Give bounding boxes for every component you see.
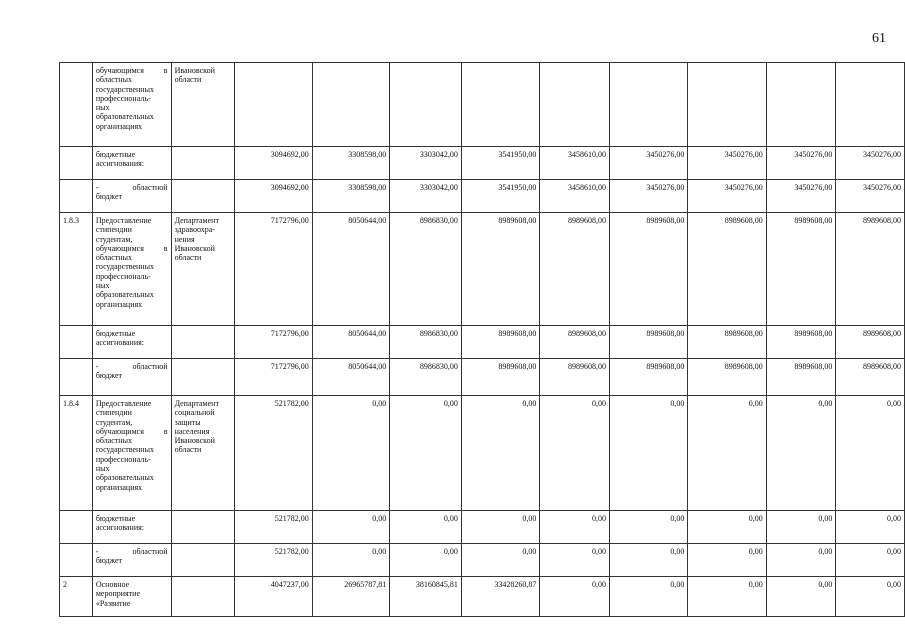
row-description-cell: бюджетные ассигнования: [92, 326, 171, 359]
row-value-cell: 8989608,00 [688, 213, 766, 326]
row-value-cell: 3541950,00 [461, 147, 539, 180]
row-value-cell: 521782,00 [235, 396, 312, 511]
row-code-cell: 2 [60, 577, 93, 617]
row-value-cell: 0,00 [312, 396, 390, 511]
table-row [60, 359, 905, 396]
budget-table [59, 62, 905, 617]
row-value-cell: 0,00 [836, 577, 905, 617]
row-value-cell: 8986830,00 [390, 213, 462, 326]
row-value-cell: 8989608,00 [609, 326, 687, 359]
row-value-cell: 0,00 [390, 544, 462, 577]
row-organization-cell [171, 359, 235, 396]
row-value-cell: 8986830,00 [390, 326, 462, 359]
row-value-cell: 8989608,00 [836, 326, 905, 359]
row-value-cell: 0,00 [390, 396, 462, 511]
row-description-cell: - областной бюджет [92, 180, 171, 213]
row-value-cell: 3458610,00 [540, 180, 610, 213]
row-code-cell [60, 511, 93, 544]
row-value-cell [461, 63, 539, 147]
table-row [60, 544, 905, 577]
table-row [60, 180, 905, 213]
row-value-cell: 3308598,00 [312, 147, 390, 180]
row-value-cell: 3308598,00 [312, 180, 390, 213]
row-value-cell: 0,00 [766, 396, 836, 511]
row-code-cell: 1.8.3 [60, 213, 93, 326]
row-value-cell: 8989608,00 [766, 359, 836, 396]
row-value-cell: 0,00 [609, 577, 687, 617]
row-value-cell [688, 63, 766, 147]
row-value-cell: 0,00 [540, 396, 610, 511]
page-number: 61 [872, 31, 886, 46]
row-value-cell: 8989608,00 [688, 326, 766, 359]
row-value-cell: 8986830,00 [390, 359, 462, 396]
row-value-cell: 7172796,00 [235, 213, 312, 326]
row-value-cell: 0,00 [836, 544, 905, 577]
row-code-cell [60, 180, 93, 213]
row-value-cell: 0,00 [461, 511, 539, 544]
row-value-cell: 8989608,00 [461, 213, 539, 326]
row-value-cell: 8989608,00 [540, 213, 610, 326]
row-value-cell: 3450276,00 [609, 180, 687, 213]
row-description-cell: - областной бюджет [92, 544, 171, 577]
row-value-cell: 0,00 [766, 544, 836, 577]
row-value-cell: 0,00 [688, 544, 766, 577]
row-value-cell: 8989608,00 [836, 213, 905, 326]
row-value-cell: 8989608,00 [766, 213, 836, 326]
row-value-cell: 7172796,00 [235, 326, 312, 359]
row-description-cell: бюджетные ассигнования: [92, 511, 171, 544]
row-organization-cell: Департамент здравоохра- нения Ивановской области [171, 213, 235, 326]
row-code-cell [60, 359, 93, 396]
row-value-cell: 0,00 [540, 511, 610, 544]
row-organization-cell: Ивановской области [171, 63, 235, 147]
row-value-cell: 8989608,00 [461, 359, 539, 396]
row-value-cell: 0,00 [836, 511, 905, 544]
row-value-cell: 0,00 [836, 396, 905, 511]
row-organization-cell [171, 511, 235, 544]
row-value-cell: 8989608,00 [609, 213, 687, 326]
row-value-cell: 3450276,00 [688, 180, 766, 213]
row-value-cell: 8989608,00 [540, 326, 610, 359]
row-organization-cell [171, 326, 235, 359]
row-description-cell: Основное мероприятие «Развитие [92, 577, 171, 617]
row-value-cell: 3450276,00 [688, 147, 766, 180]
row-value-cell [390, 63, 462, 147]
row-description-cell: Предоставление стипендии студентам, обучающимся в областных государственных профессиональ- ных образовательных организациях [92, 396, 171, 511]
row-value-cell [609, 63, 687, 147]
row-value-cell: 0,00 [461, 544, 539, 577]
row-value-cell: 8989608,00 [540, 359, 610, 396]
row-organization-cell [171, 577, 235, 617]
row-value-cell: 8050644,00 [312, 359, 390, 396]
row-value-cell: 0,00 [766, 577, 836, 617]
row-organization-cell [171, 147, 235, 180]
row-value-cell: 7172796,00 [235, 359, 312, 396]
table-row [60, 213, 905, 326]
row-value-cell: 0,00 [461, 396, 539, 511]
row-value-cell [540, 63, 610, 147]
row-value-cell: 3458610,00 [540, 147, 610, 180]
table-row [60, 147, 905, 180]
row-code-cell [60, 147, 93, 180]
row-value-cell: 0,00 [609, 396, 687, 511]
row-value-cell: 8989608,00 [688, 359, 766, 396]
row-value-cell: 8989608,00 [766, 326, 836, 359]
row-value-cell: 38160845,81 [390, 577, 462, 617]
row-value-cell: 0,00 [688, 396, 766, 511]
row-value-cell [836, 63, 905, 147]
row-value-cell: 3094692,00 [235, 180, 312, 213]
row-value-cell: 8989608,00 [836, 359, 905, 396]
row-value-cell: 3450276,00 [766, 147, 836, 180]
table-body [60, 63, 905, 617]
row-value-cell: 0,00 [312, 544, 390, 577]
row-value-cell: 3450276,00 [766, 180, 836, 213]
row-description-cell: - областной бюджет [92, 359, 171, 396]
row-value-cell: 0,00 [540, 544, 610, 577]
row-value-cell: 0,00 [609, 511, 687, 544]
row-value-cell [312, 63, 390, 147]
row-value-cell: 0,00 [609, 544, 687, 577]
row-value-cell: 3541950,00 [461, 180, 539, 213]
row-organization-cell: Департамент социальной защиты населения Ивановской области [171, 396, 235, 511]
row-code-cell [60, 544, 93, 577]
row-description-cell: Предоставление стипендии студентам, обучающимся в областных государственных профессиональ- ных образовательных организациях [92, 213, 171, 326]
row-value-cell: 3303042,00 [390, 180, 462, 213]
table-row [60, 63, 905, 147]
table-row [60, 577, 905, 617]
table-row [60, 326, 905, 359]
row-value-cell: 8989608,00 [461, 326, 539, 359]
row-value-cell [766, 63, 836, 147]
row-value-cell: 521782,00 [235, 511, 312, 544]
row-value-cell: 8050644,00 [312, 213, 390, 326]
row-value-cell: 26965787,81 [312, 577, 390, 617]
row-value-cell: 0,00 [390, 511, 462, 544]
row-description-cell: обучающимся в областных государственных профессиональ- ных образовательных организациях [92, 63, 171, 147]
row-code-cell: 1.8.4 [60, 396, 93, 511]
row-value-cell: 0,00 [688, 577, 766, 617]
row-organization-cell [171, 180, 235, 213]
row-value-cell: 3450276,00 [836, 180, 905, 213]
row-value-cell: 3450276,00 [836, 147, 905, 180]
row-value-cell: 3450276,00 [609, 147, 687, 180]
row-value-cell: 4047237,00 [235, 577, 312, 617]
row-value-cell: 8989608,00 [609, 359, 687, 396]
row-value-cell: 0,00 [688, 511, 766, 544]
row-value-cell [235, 63, 312, 147]
row-value-cell: 0,00 [540, 577, 610, 617]
row-value-cell: 8050644,00 [312, 326, 390, 359]
row-value-cell: 0,00 [312, 511, 390, 544]
row-value-cell: 3303042,00 [390, 147, 462, 180]
row-value-cell: 0,00 [766, 511, 836, 544]
row-code-cell [60, 63, 93, 147]
row-code-cell [60, 326, 93, 359]
row-organization-cell [171, 544, 235, 577]
row-value-cell: 3094692,00 [235, 147, 312, 180]
row-value-cell: 521782,00 [235, 544, 312, 577]
row-description-cell: бюджетные ассигнования: [92, 147, 171, 180]
table-row [60, 511, 905, 544]
row-value-cell: 33428260,87 [461, 577, 539, 617]
table-row [60, 396, 905, 511]
